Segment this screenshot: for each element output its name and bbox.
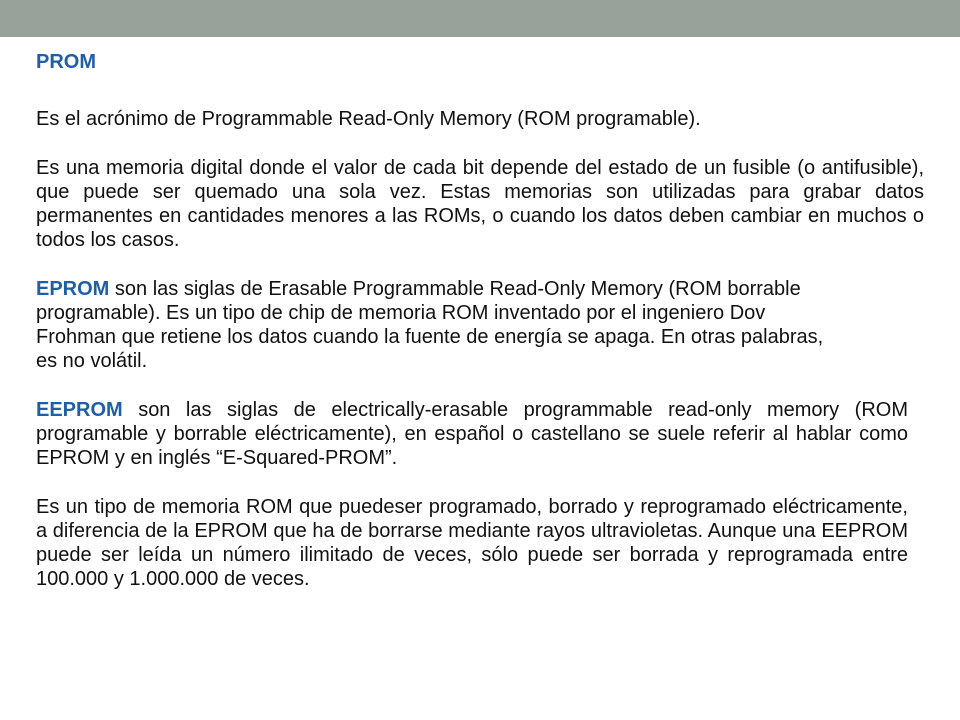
- eprom-text: son las siglas de Erasable Programmable Read-Only Memory (ROM borrable programable). Es un tipo de chip de memoria ROM inventado por el ingeniero Dov Frohman que retiene los datos cuando la fuente de energía se apaga. En otras palabras, es no volátil.: [36, 278, 824, 372]
- eprom-term: EPROM: [36, 278, 110, 300]
- eeprom-description: Es un tipo de memoria ROM que puedeser programado, borrado y reprogramado eléctricamente, a diferencia de la EPROM que ha de borrarse mediante rayos ultravioletas. Aunque una EEPROM puede ser leída un número ilimitado de veces, sólo puede ser borrada y reprogramada entre 100.000 y 1.000.000 de veces.: [36, 496, 908, 590]
- eprom-paragraph: [36, 277, 848, 373]
- eeprom-text: son las siglas de electrically-erasable programmable read-only memory (ROM programable y borrable eléctricamente), en español o castellano se suele referir al hablar como EPROM y en inglés “E-Squared-PROM”.: [36, 399, 908, 469]
- prom-definition: Es el acrónimo de Programmable Read-Only Memory (ROM programable).: [36, 108, 701, 130]
- prom-description: Es una memoria digital donde el valor de cada bit depende del estado de un fusible (o antifusible), que puede ser quemado una sola vez. Estas memorias son utilizadas para grabar datos permanentes en cantidades menores a las ROMs, o cuando los datos deben cambiar en muchos o todos los casos.: [36, 157, 924, 251]
- eeprom-paragraph: [36, 398, 908, 470]
- eeprom-term: EEPROM: [36, 399, 123, 421]
- slide-body: [36, 50, 924, 591]
- prom-heading: PROM: [36, 51, 96, 73]
- slide-top-bar: [0, 0, 960, 37]
